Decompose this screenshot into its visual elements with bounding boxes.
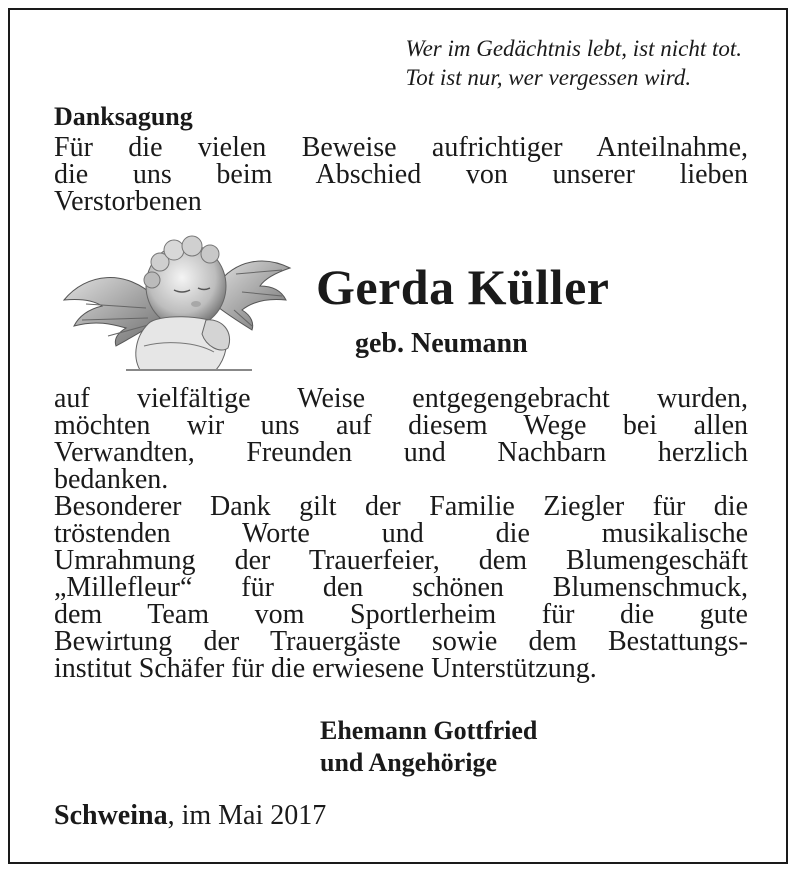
birth-name: geb. Neumann [355,328,528,359]
intro-line: Verstorbenen [54,186,202,217]
middle-line: möchten wir uns auf diesem Wege bei allen [54,410,748,441]
signature-line-1: Ehemann Gottfried [320,716,538,745]
middle-line: bedanken. [54,464,169,495]
thanks-line: „Millefleur“ für den schönen Blumenschmuck, [54,572,748,603]
thanks-line: Besonderer Dank gilt der Familie Ziegler für die [54,491,748,522]
deceased-name: Gerda Küller [316,259,610,315]
thanks-line: institut Schäfer für die erwiesene Unterstützung. [54,653,597,684]
thanks-line: dem Team vom Sportlerheim für die gute [54,599,748,630]
quote-line-2: Tot ist nur, wer vergessen wird. [405,65,692,90]
intro-paragraph [54,134,748,215]
obituary-card [8,8,788,864]
thanks-line: Bewirtung der Trauergäste sowie dem Bestattungs- [54,626,748,657]
middle-line: Verwandten, Freunden und Nachbarn herzlich [54,437,748,468]
thanks-line: Umrahmung der Trauerfeier, dem Blumengeschäft [54,545,748,576]
intro-line: die uns beim Abschied von unserer lieben [54,159,748,190]
middle-paragraph [54,385,748,493]
signature-line-2: und Angehörige [320,748,497,777]
thanks-line: tröstenden Worte und die musikalische [54,518,748,549]
heading: Danksagung [54,102,193,131]
town: Schweina [54,800,168,831]
date: , im Mai 2017 [167,800,327,831]
memorial-quote [406,34,742,92]
middle-line: auf vielfältige Weise entgegengebracht wurden, [54,383,748,414]
angel-icon [56,228,292,376]
thanks-paragraph [54,493,748,682]
quote-line-1: Wer im Gedächtnis lebt, ist nicht tot. [405,36,742,61]
intro-line: Für die vielen Beweise aufrichtiger Anteilnahme, [54,132,748,163]
place-date [54,800,326,832]
